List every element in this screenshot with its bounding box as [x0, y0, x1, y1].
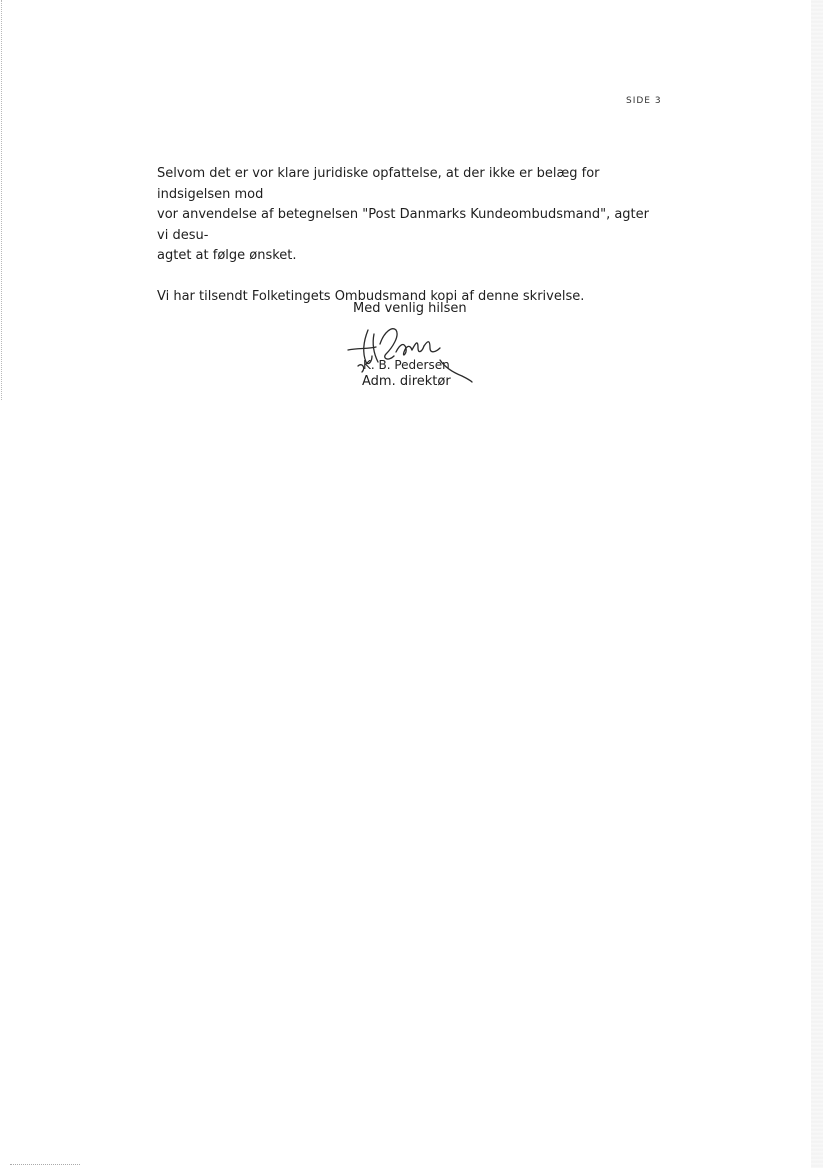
signer-name: K. B. Pedersen	[363, 358, 450, 372]
paragraph-1-line-2: vor anvendelse af betegnelsen "Post Danmarks Kundeombudsmand", agter vi desu-	[157, 207, 649, 243]
paragraph-2: Vi har tilsendt Folketingets Ombudsmand kopi af denne skrivelse.	[157, 288, 585, 304]
scan-edge-right	[811, 0, 823, 1168]
signer-title: Adm. direktør	[362, 374, 451, 389]
paragraph-1-line-1: Selvom det er vor klare juridiske opfattelse, at der ikke er belæg for indsigelsen mod	[157, 166, 600, 202]
scan-edge-left	[1, 0, 3, 400]
page-number: SIDE 3	[626, 96, 662, 106]
closing-greeting: Med venlig hilsen	[353, 301, 467, 316]
paragraph-1-line-3: agtet at følge ønsket.	[157, 248, 297, 263]
paragraph-1	[157, 164, 657, 267]
letter-body	[157, 164, 657, 307]
scan-edge-bottom	[10, 1164, 80, 1166]
